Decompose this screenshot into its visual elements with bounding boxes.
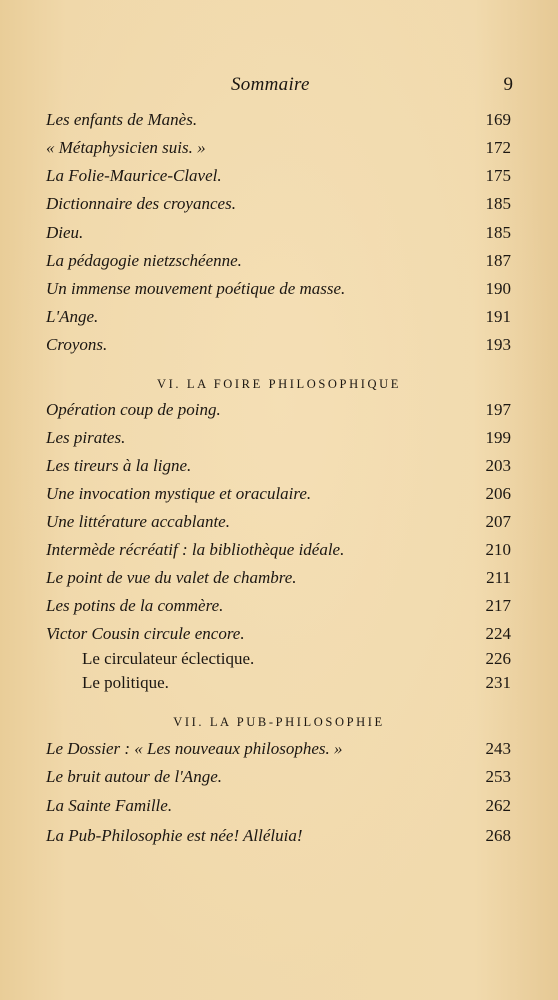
toc-entry-title: Opération coup de poing. [46, 400, 221, 419]
section-heading: VII. LA PUB-PHILOSOPHIE [173, 715, 385, 729]
running-title: Sommaire [231, 74, 310, 95]
toc-entry [0, 110, 558, 134]
toc-entry [0, 251, 558, 275]
toc-entry [0, 166, 558, 190]
toc-entry-page: 190 [485, 279, 511, 298]
toc-entry-page: 268 [485, 826, 511, 845]
toc-entry-page: 217 [485, 596, 511, 615]
toc-entry [0, 767, 558, 791]
toc-entry-page: 169 [485, 110, 511, 129]
toc-entry [0, 335, 558, 359]
toc-entry-title: La Sainte Famille. [46, 796, 173, 815]
toc-entry-title: La Pub-Philosophie est née! Alléluia! [46, 826, 303, 845]
toc-entry [0, 512, 558, 536]
toc-entry-title: Le bruit autour de l'Ange. [46, 767, 222, 786]
toc-entry [0, 596, 558, 620]
toc-subentry [0, 649, 558, 673]
toc-entry [0, 138, 558, 162]
toc-entry-page: 262 [485, 796, 511, 815]
toc-entry-title: L'Ange. [46, 307, 99, 326]
toc-entry [0, 456, 558, 480]
toc-entry-title: Le point de vue du valet de chambre. [46, 568, 297, 587]
toc-entry-title: « Métaphysicien suis. » [46, 138, 206, 157]
toc-entry-page: 207 [485, 512, 511, 531]
toc-entry-page: 206 [485, 484, 511, 503]
toc-entry-page: 197 [485, 400, 511, 419]
toc-entry-title: Les pirates. [46, 428, 126, 447]
toc-entry [0, 223, 558, 247]
toc-entry [0, 194, 558, 218]
toc-entry-page: 185 [485, 223, 511, 242]
toc-entry-title: Le politique. [82, 673, 169, 692]
toc-entry-title: Dieu. [46, 223, 84, 242]
toc-entry [0, 568, 558, 592]
toc-entry-page: 199 [485, 428, 511, 447]
toc-entry-page: 175 [485, 166, 511, 185]
toc-entry-title: Les potins de la commère. [46, 596, 224, 615]
toc-entry-page: 185 [485, 194, 511, 213]
toc-entry-title: Une invocation mystique et oraculaire. [46, 484, 312, 503]
toc-entry-title: Le Dossier : « Les nouveaux philosophes. » [46, 739, 343, 758]
toc-entry [0, 428, 558, 452]
toc-entry-page: 193 [485, 335, 511, 354]
toc-entry-title: Les enfants de Manès. [46, 110, 198, 129]
toc-entry [0, 540, 558, 564]
toc-entry-page: 243 [485, 739, 511, 758]
toc-entry-title: La pédagogie nietzschéenne. [46, 251, 242, 270]
toc-entry-page: 191 [485, 307, 511, 326]
toc-entry-title: Intermède récréatif : la bibliothèque idéale. [46, 540, 345, 559]
toc-entry-page: 172 [485, 138, 511, 157]
toc-entry-page: 187 [485, 251, 511, 270]
toc-entry [0, 400, 558, 424]
toc-entry-page: 203 [485, 456, 511, 475]
toc-entry-page: 210 [485, 540, 511, 559]
toc-subentry [0, 673, 558, 697]
toc-entry-page: 226 [485, 649, 511, 668]
toc-entry [0, 624, 558, 648]
toc-entry-title: Une littérature accablante. [46, 512, 230, 531]
toc-entry-title: Victor Cousin circule encore. [46, 624, 245, 643]
running-header [0, 74, 558, 100]
toc-entry [0, 796, 558, 820]
toc-entry-title: Un immense mouvement poétique de masse. [46, 279, 346, 298]
toc-entry-title: Les tireurs à la ligne. [46, 456, 192, 475]
toc-entry [0, 826, 558, 850]
toc-entry-title: Le circulateur éclectique. [82, 649, 255, 668]
toc-entry-page: 211 [486, 568, 511, 587]
toc-entry-page: 253 [485, 767, 511, 786]
toc-entry [0, 484, 558, 508]
toc-entry-page: 231 [485, 673, 511, 692]
toc-entry [0, 739, 558, 763]
toc-entry [0, 279, 558, 303]
section-heading: VI. LA FOIRE PHILOSOPHIQUE [157, 377, 401, 391]
toc-entry-title: Croyons. [46, 335, 108, 354]
folio-number: 9 [503, 74, 513, 95]
toc-entry-title: Dictionnaire des croyances. [46, 194, 236, 213]
toc-entry-page: 224 [485, 624, 511, 643]
toc-entry [0, 307, 558, 331]
toc-entry-title: La Folie-Maurice-Clavel. [46, 166, 222, 185]
